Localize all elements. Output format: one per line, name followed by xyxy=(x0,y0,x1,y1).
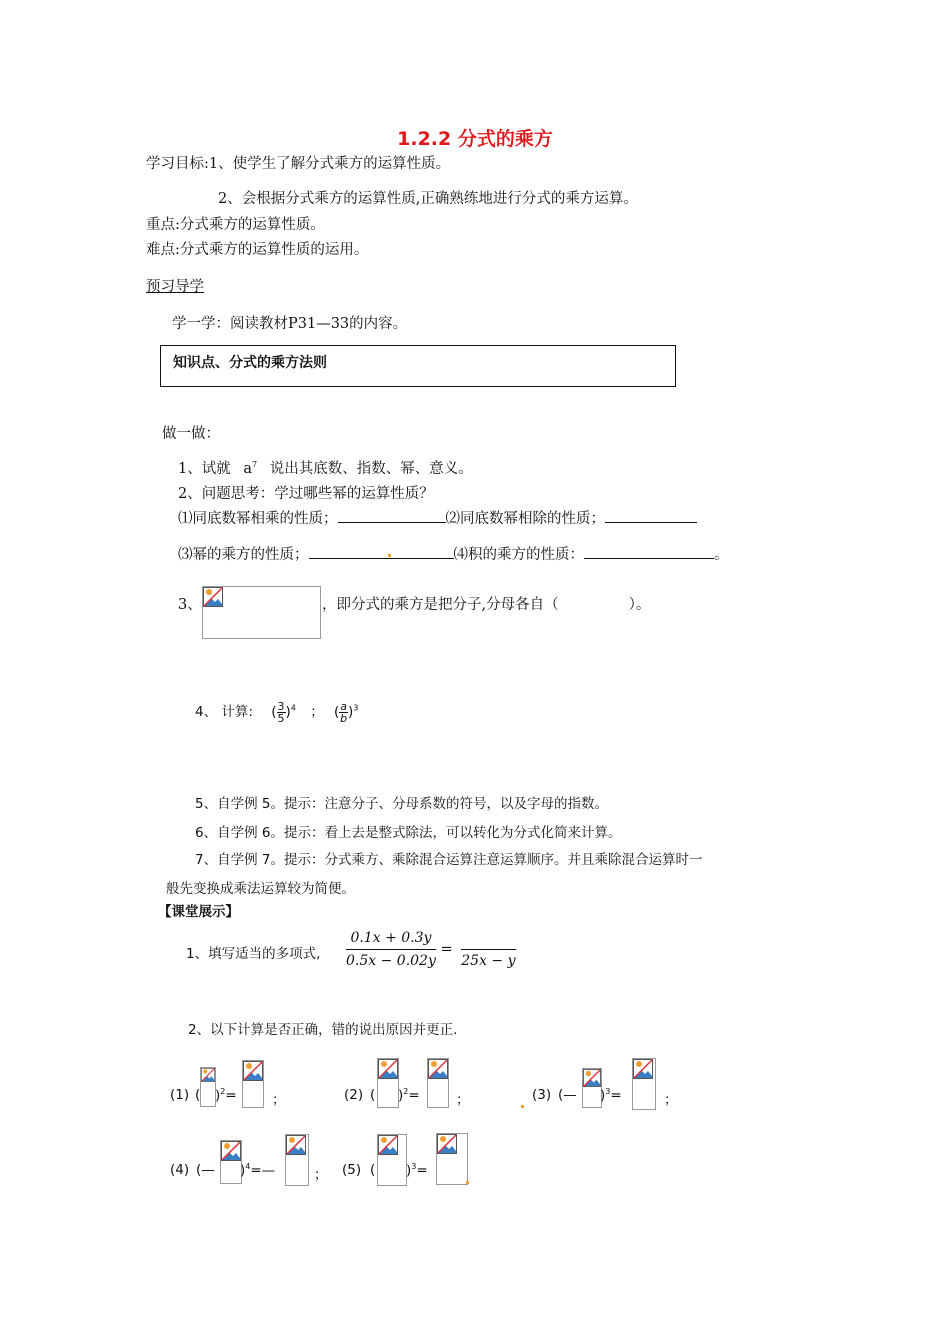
image-placeholder-icon xyxy=(428,1059,448,1079)
q4-fraction-1: $\frac{3}{5}$ xyxy=(277,699,285,725)
item-2-close: )$^2$= xyxy=(398,1087,420,1104)
item-3-base-image xyxy=(582,1068,602,1108)
q4-label: 4、 计算: xyxy=(195,704,253,720)
item-4-open: (— xyxy=(196,1162,215,1178)
practice-q5: 5、自学例 5。提示：注意分子、分母系数的符号，以及字母的指数。 xyxy=(195,796,608,812)
image-placeholder-icon xyxy=(378,1059,398,1079)
practice-q2-row1 xyxy=(178,507,697,528)
marker-dot xyxy=(521,1105,524,1108)
classroom-q1-label: 1、填写适当的多项式, xyxy=(186,946,321,962)
item-2-result-image xyxy=(427,1058,449,1108)
q1-suffix: 说出其底数、指数、幂、意义。 xyxy=(269,461,473,477)
practice-q4: 4、 计算: ( $\frac{3}{5}$ )$^4$ ； ( $\frac{a}{b}$ )$^3$ xyxy=(195,699,359,725)
practice-q7-line2: 般先变换成乘法运算较为简便。 xyxy=(166,881,355,897)
classroom-q2: 2、以下计算是否正确，错的说出原因并更正. xyxy=(188,1022,458,1038)
item-1-base-image xyxy=(200,1067,216,1107)
item-4-close: )$^4$=— xyxy=(240,1162,276,1179)
image-placeholder-icon xyxy=(378,1135,398,1155)
study-instruction: 学一学：阅读教材P31—33的内容。 xyxy=(172,316,408,332)
item-3-close: )$^3$= xyxy=(600,1087,622,1104)
item-5-label: (5) xyxy=(342,1162,362,1178)
q2-item-1: ⑴同底数幂相乘的性质； xyxy=(178,511,338,527)
item-1-result-image xyxy=(242,1060,264,1108)
q2-item-3: ⑶幂的乘方的性质； xyxy=(178,547,309,563)
q1-rhs-fraction: 25x − y xyxy=(461,930,515,969)
item-5-base-image xyxy=(377,1134,407,1186)
marker-dot xyxy=(388,554,391,557)
q1-prefix: 1、试就 xyxy=(178,461,231,477)
practice-q2-row2 xyxy=(178,543,729,564)
knowledge-box-label: 知识点、分式的乘方法则 xyxy=(173,355,327,371)
page-title: 1.2.2 分式的乘方 xyxy=(397,128,553,150)
objective-line-2: 2、会根据分式乘方的运算性质,正确熟练地进行分式的乘方运算。 xyxy=(218,191,638,207)
item-5-open: ( xyxy=(370,1162,376,1178)
q3-text xyxy=(322,593,650,614)
image-placeholder-icon xyxy=(243,1061,263,1081)
item-4-base-image xyxy=(220,1140,242,1184)
q2-item-4: ⑷积的乘方的性质： xyxy=(453,547,584,563)
q1-lhs-fraction: $\frac{0.1x + 0.3y}{0.5x - 0.02y}$ xyxy=(346,930,436,969)
item-5-close: )$^3$= xyxy=(406,1162,428,1179)
q3-prefix: 3、 xyxy=(178,597,202,613)
item-5-result-image xyxy=(436,1133,468,1185)
q2-blank-3[interactable] xyxy=(309,544,454,559)
q2-blank-2[interactable] xyxy=(605,508,697,523)
q1-equals: = xyxy=(440,941,453,958)
item-4-label: (4) xyxy=(170,1162,190,1178)
practice-heading: 做一做： xyxy=(162,426,220,442)
q1-exponent: 7 xyxy=(252,460,258,470)
q4-exponent-1: 4 xyxy=(290,703,296,713)
image-placeholder-icon xyxy=(201,1068,215,1082)
q1-base: a xyxy=(243,461,252,477)
preview-heading: 预习导学 xyxy=(146,279,204,295)
q4-fraction-2: $\frac{a}{b}$ xyxy=(340,699,348,725)
knowledge-box xyxy=(160,345,676,387)
marker-dot xyxy=(466,1181,469,1184)
item-3-open: (— xyxy=(558,1087,577,1103)
q2-blank-1[interactable] xyxy=(338,508,446,523)
item-4-end: ； xyxy=(314,1167,328,1183)
key-point: 重点:分式乘方的运算性质。 xyxy=(146,217,325,233)
q3-end: ）。 xyxy=(628,597,651,613)
image-placeholder-icon xyxy=(221,1141,241,1161)
item-3-result-image xyxy=(632,1058,656,1110)
item-2-end: ； xyxy=(456,1092,470,1108)
classroom-heading: 【课堂展示】 xyxy=(158,904,239,920)
q4-exponent-2: 3 xyxy=(353,703,359,713)
item-2-open: ( xyxy=(370,1087,376,1103)
image-placeholder-icon xyxy=(203,587,223,607)
image-placeholder-icon xyxy=(583,1069,601,1087)
classroom-q1-fraction xyxy=(346,930,516,969)
difficulty: 难点:分式乘方的运算性质的运用。 xyxy=(146,242,369,258)
q2-end: 。 xyxy=(714,547,729,563)
item-4-result-image xyxy=(285,1134,309,1186)
practice-q6: 6、自学例 6。提示：看上去是整式除法，可以转化为分式化简来计算。 xyxy=(195,825,622,841)
item-1-label: (1) xyxy=(170,1087,190,1103)
item-1-close: )$^2$= xyxy=(215,1087,237,1104)
q3-text-main: ，即分式的乘方是把分子,分母各自（ xyxy=(322,597,559,613)
practice-q2: 2、问题思考：学过哪些幂的运算性质？ xyxy=(178,486,434,502)
practice-q7-line1: 7、自学例 7。提示：分式乘方、乘除混合运算注意运算顺序。并且乘除混合运算时一 xyxy=(195,852,703,868)
item-3-end: ； xyxy=(664,1092,678,1108)
item-2-label: (2) xyxy=(344,1087,364,1103)
item-2-base-image xyxy=(377,1058,399,1108)
practice-q1 xyxy=(178,457,473,478)
item-1-open: ( xyxy=(195,1087,201,1103)
q2-item-2: ⑵同底数幂相除的性质； xyxy=(445,511,605,527)
image-placeholder-icon xyxy=(633,1059,653,1079)
item-1-end: ； xyxy=(272,1092,286,1108)
image-placeholder-icon xyxy=(437,1134,457,1154)
q2-blank-4[interactable] xyxy=(584,544,714,559)
q3-formula-image xyxy=(202,586,321,639)
q4-separator: ； xyxy=(310,704,324,720)
image-placeholder-icon xyxy=(286,1135,306,1155)
item-3-label: (3) xyxy=(532,1087,552,1103)
objective-line-1: 学习目标:1、使学生了解分式乘方的运算性质。 xyxy=(146,156,451,172)
